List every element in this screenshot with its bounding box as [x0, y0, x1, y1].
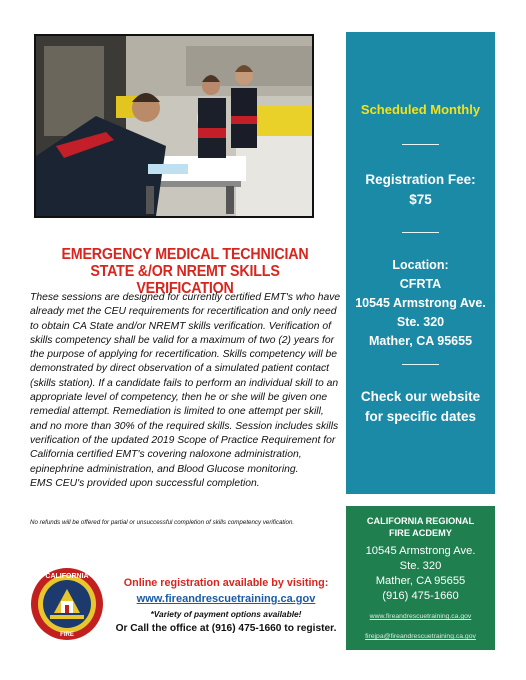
location-name: CFRTA — [399, 277, 442, 291]
call-office-line: Or Call the office at (916) 475-1660 to register. — [115, 623, 337, 634]
description-paragraph: These sessions are designed for currently certified EMT's who have already met the CEU requirements for recertification and only need to obtain CA State and/or NREMT skills verification. Verification of skills competency shall be valid for a maximum of two (2) years for the purpose of applying for recertification. Skills competency will be demonstrated by direct observation of a simulated patient contact (skills station). If a candidate fails to perform an individual skill to an appropriate level of competency, then he or she will be given one remedial attempt. Remediation is limited to one attempt per skill, and no more than 30% of the required skills. Session includes skills verification of the updated 2019 Scope of Practice Requirement for California certified EMT's covering naloxone administration, epinephrine administration, and Blood Glucose monitoring. — [30, 292, 341, 475]
location-street: 10545 Armstrong Ave. — [355, 296, 486, 310]
headline — [42, 246, 327, 297]
info-sidebar — [346, 32, 495, 494]
fee-label: Registration Fee: — [365, 172, 476, 187]
payment-note: *Variety of payment options available! — [150, 609, 302, 619]
location-suite: Ste. 320 — [396, 315, 445, 329]
registration-info — [108, 577, 344, 634]
emt-ambulance-photo — [34, 34, 314, 218]
divider — [402, 364, 439, 365]
org-line-2: FIRE ACDEMY — [389, 528, 452, 538]
online-registration-label: Online registration available by visiting: — [123, 577, 329, 589]
registration-fee — [346, 170, 495, 210]
contact-phone: (916) 475-1660 — [382, 590, 459, 602]
contact-address — [346, 544, 495, 604]
photo-illustration — [36, 36, 312, 216]
description-text — [30, 291, 342, 491]
fire-academy-seal-icon — [30, 567, 104, 641]
org-name — [346, 515, 495, 539]
location-label: Location: — [392, 258, 449, 272]
contact-email-link[interactable]: firejpa@fireandrescuetraining.ca.gov — [365, 633, 476, 640]
check-website-note — [346, 387, 495, 427]
seal-bottom-text: FIRE — [60, 632, 74, 638]
contact-city: Mather, CA 95655 — [375, 575, 466, 587]
divider — [402, 144, 439, 145]
contact-website-link[interactable]: www.fireandrescuetraining.ca.gov — [369, 613, 472, 620]
ceu-note: EMS CEU's provided upon successful completion. — [30, 477, 260, 489]
contact-box — [346, 506, 495, 650]
check-line-1: Check our website — [360, 389, 481, 404]
contact-suite: Ste. 320 — [399, 560, 442, 572]
headline-line-1: EMERGENCY MEDICAL TECHNICIAN — [61, 246, 309, 263]
location-block — [346, 256, 495, 351]
check-line-2: for specific dates — [364, 409, 477, 424]
org-line-1: CALIFORNIA REGIONAL — [366, 516, 475, 526]
headline-line-2: STATE &/OR NREMT SKILLS VERIFICATION — [90, 263, 280, 297]
divider — [402, 232, 439, 233]
registration-website-link[interactable]: www.fireandrescuetraining.ca.gov — [136, 593, 316, 605]
fee-amount: $75 — [409, 192, 432, 207]
schedule-label: Scheduled Monthly — [360, 102, 481, 117]
contact-street: 10545 Armstrong Ave. — [365, 545, 476, 557]
refund-note: No refunds will be offered for partial or unsuccessful completion of skills competency verification. — [30, 519, 295, 526]
seal-top-text: CALIFORNIA — [45, 573, 89, 580]
location-city: Mather, CA 95655 — [368, 334, 473, 348]
